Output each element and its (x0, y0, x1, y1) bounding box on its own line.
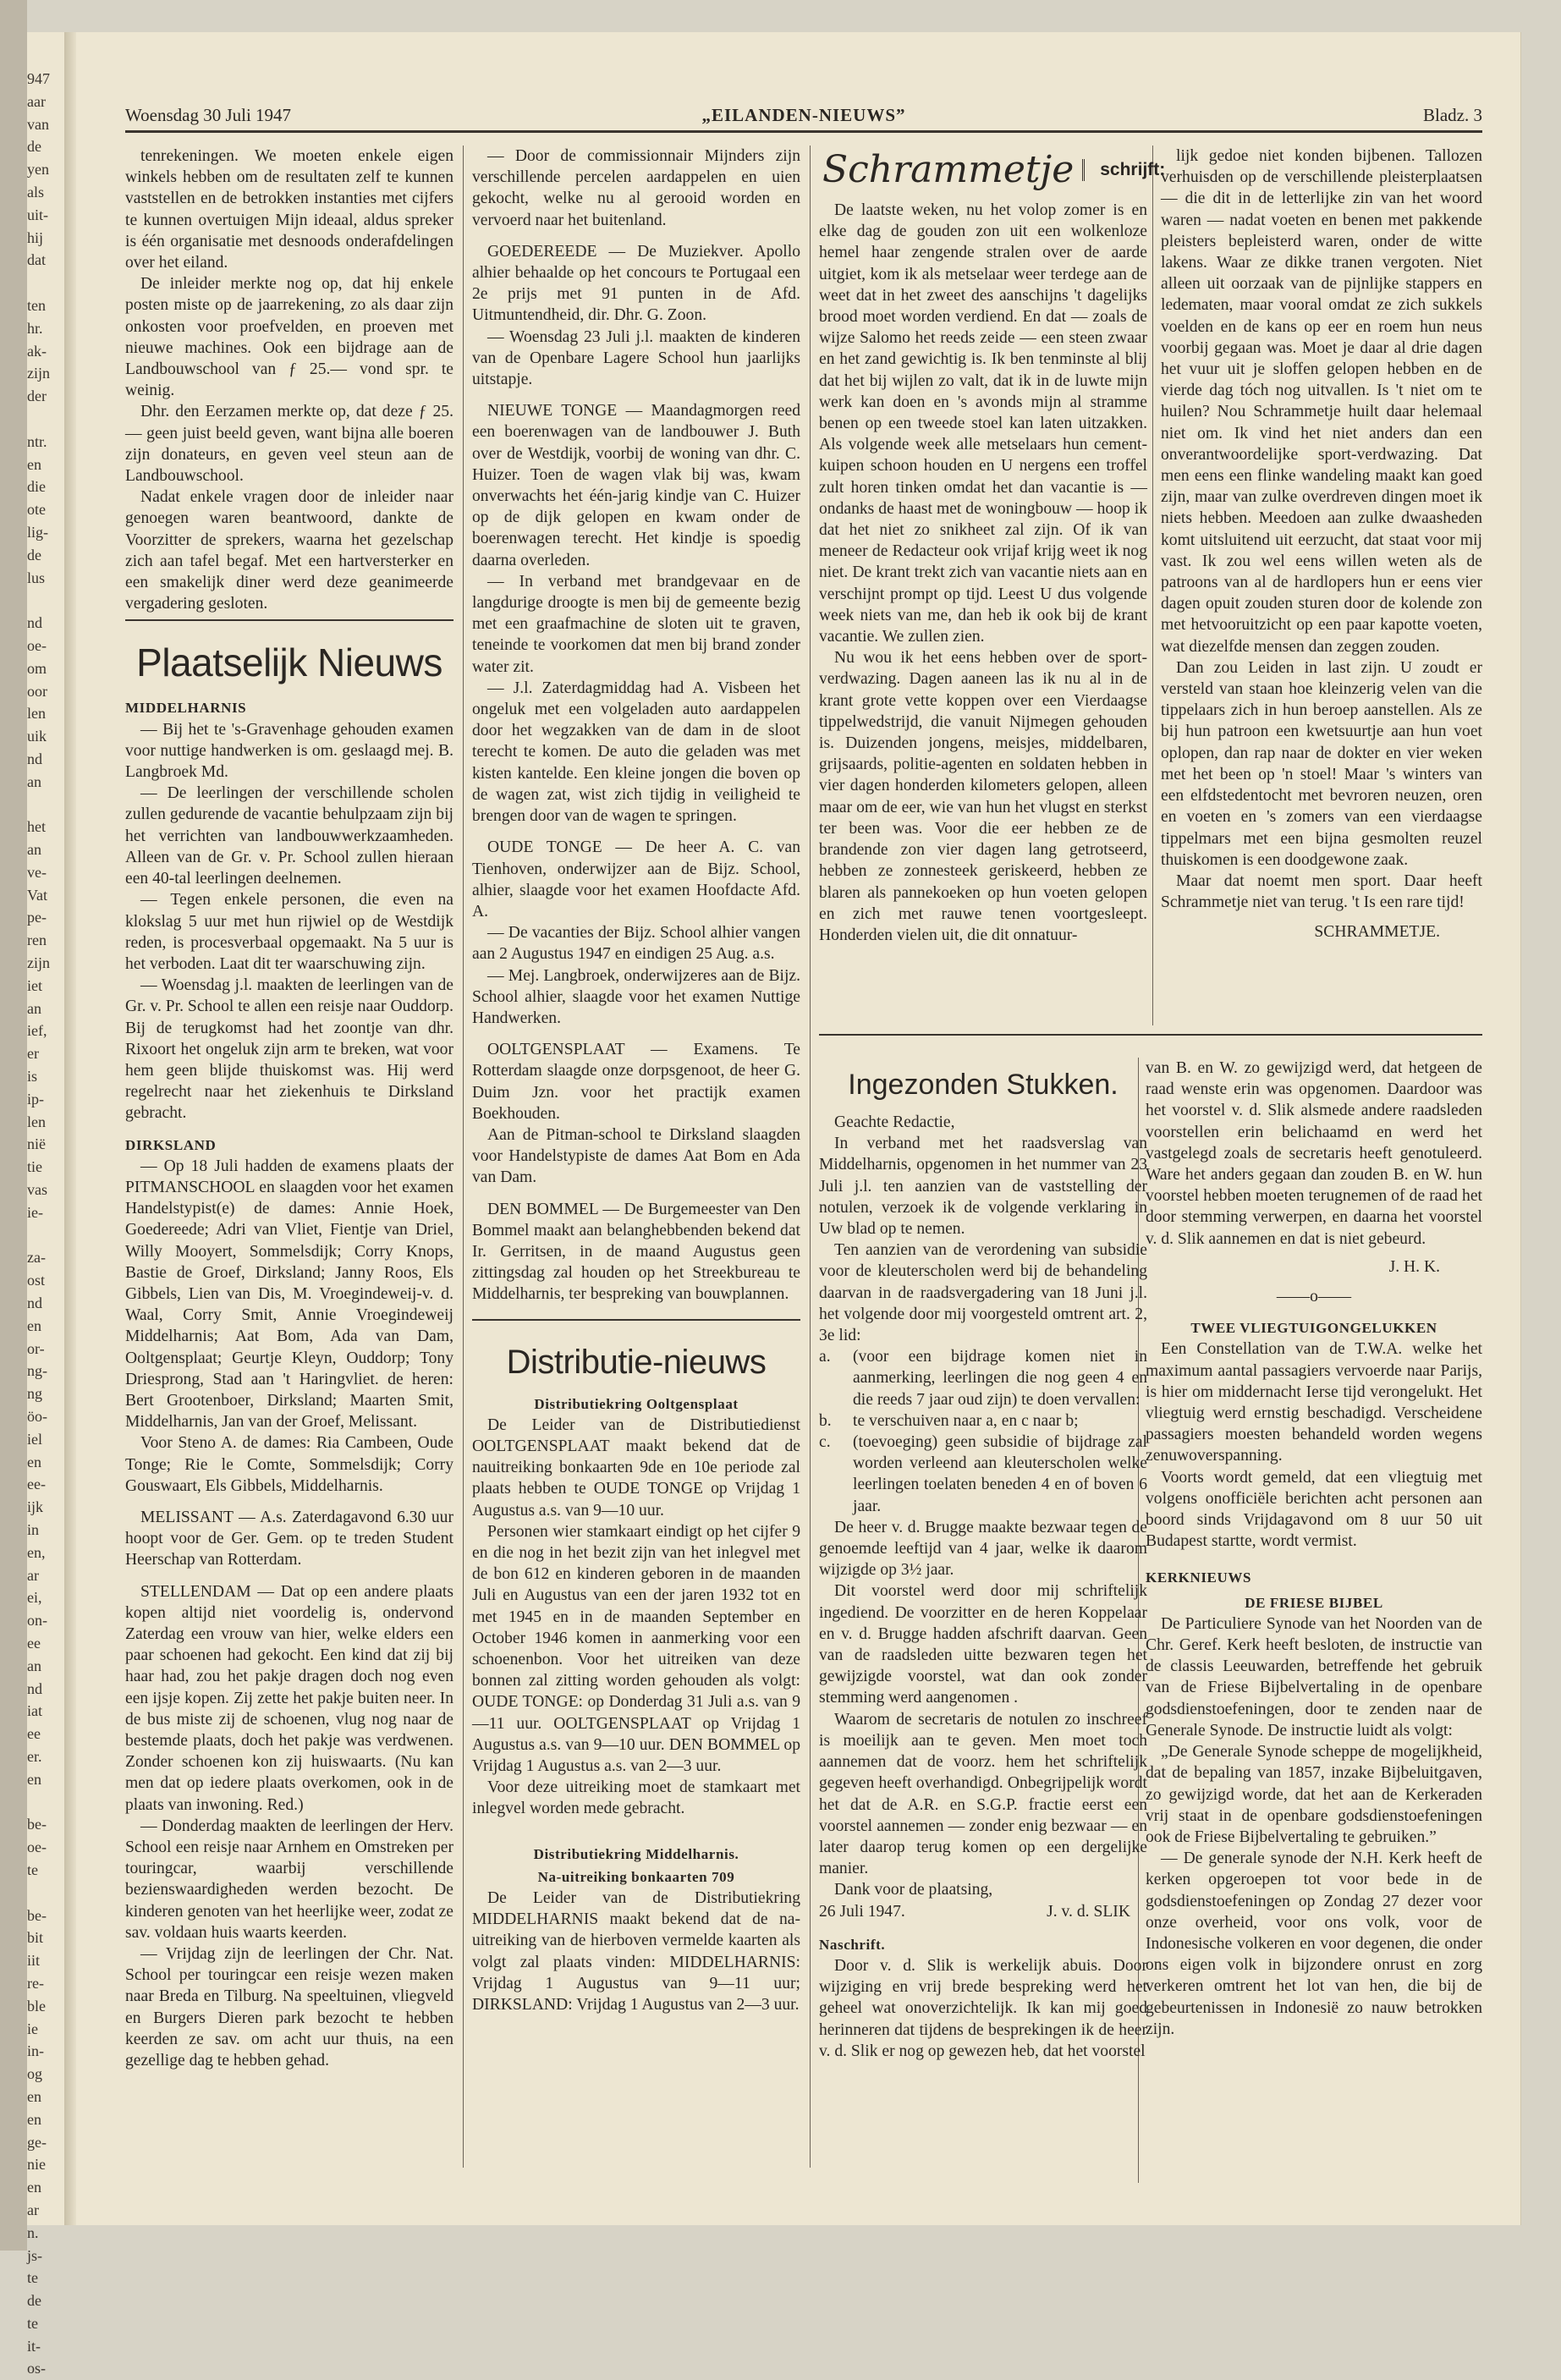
column-rule (1152, 146, 1153, 1025)
proposal-marker: a. (819, 1348, 831, 1366)
prev-page-fragment: zijn (27, 954, 50, 972)
proposal-item (819, 1410, 1147, 1432)
page-fold (64, 32, 76, 2225)
proposal-marker: c. (819, 1433, 831, 1452)
prev-page-fragment: in (27, 1521, 40, 1538)
news-paragraph: GOEDEREEDE — De Muziekver. Apollo alhier behaalde op het concours te Portugaal een 2e prijs met 91 punten in de Afd. Uitmuntendheid, dir. Dhr. G. Zoon. (472, 242, 800, 325)
issue-date: Woensdag 30 Juli 1947 (125, 105, 292, 125)
prev-page-fragment: ei, (27, 1589, 42, 1607)
prev-page-fragment: be- (27, 1906, 47, 1924)
news-paragraph: — Donderdag maakten de leerlingen der Herv. School een reisje naar Arnhem en Omstreken per touringcar, waarbij verschillende bezienswaardigheden werden bezocht. De kinderen genoten van het heerlijke weer, zodat ze sav. voldaan huis waarts keerden. (125, 1817, 453, 1942)
news-paragraph: Een Constellation van de T.W.A. welke het maximum aantal passagiers vervoerde naar Parijs, is hier om middernacht Ierse tijd verongelukt. Het vliegtuig werd ernstig beschadigd. Verscheidene passagiers moesten behandeld worden wegens zenuwoverspanning. (1146, 1340, 1482, 1465)
prev-page-fragment: vas (27, 1181, 47, 1199)
prev-page-fragment: oor (27, 682, 47, 700)
salutation: Geachte Redactie, (834, 1113, 955, 1131)
column-rule (463, 146, 464, 2168)
church-news (1146, 1613, 1482, 2040)
naschrift-heading: Naschrift. (819, 1936, 886, 1953)
prev-page-fragment: iit (27, 1952, 41, 1970)
prev-page-fragment: te (27, 2269, 38, 2287)
prev-page-fragment: ee- (27, 1476, 46, 1493)
prev-page-fragment: ren (27, 932, 47, 949)
prev-page-fragment: js- (27, 2246, 42, 2264)
news-paragraph: — De vacanties der Bijz. School alhier vangen aan 2 Augustus 1947 en eindigen 25 Aug. a.s. (472, 924, 800, 964)
prev-page-fragment: en (27, 2087, 41, 2105)
prev-page-fragment: ntr. (27, 432, 47, 450)
prev-page-fragment: ie (27, 2020, 38, 2037)
ooltgensplaat-news (472, 1039, 800, 1188)
news-paragraph: — Bij het te 's-Gravenhage gehouden examen voor nuttige handwerken is om. geslaagd mej. B. Langbroek Md. (125, 720, 453, 782)
prev-page-fragment: nd (27, 1679, 42, 1697)
melissant-news: MELISSANT — A.s. Zaterdagavond 6.30 uur hoopt voor de Ger. Gem. op te treden Student Heerschap van Rotterdam. (125, 1508, 453, 1569)
schrammetje-column-text (819, 200, 1147, 946)
prev-page-fragment: en, (27, 1543, 46, 1561)
prev-page-fragment: nie (27, 2156, 46, 2174)
prev-page-fragment: er. (27, 1747, 42, 1765)
prev-page-fragment: en (27, 2179, 41, 2196)
prev-page-fragment: an (27, 1657, 41, 1674)
proposal-item (819, 1346, 1147, 1410)
prev-page-fragment: het (27, 818, 46, 836)
prev-page-fragment: lus (27, 569, 46, 586)
prev-page-fragment: de (27, 2292, 41, 2310)
news-paragraph: Personen wier stamkaart eindigt op het cijfer 9 en die nog in het bezit zijn van het inlegvel met de bon 612 en kinderen geboren in de maanden Juli en Augustus van een der jaren 1932 tot en met 1945 en in de maanden September en October 1946 komen in aanmerking voor een schoenenbon. Voor het uitreiken van deze bonnen zal zitting worden gehouden als volgt: OUDE TONGE: op Donderdag 31 Juli a.s. van 9—11 uur. OOLTGENSPLAAT op Vrijdag 1 Augustus a.s. van 9—10 uur. DEN BOMMEL op Vrijdag 1 Augustus a.s. van 2—3 uur. (472, 1522, 800, 1776)
divider (472, 1319, 800, 1321)
proposal-text: (voor een bijdrage komen niet in aanmerking, leerlingen die nog geen 4 en die reeds 7 jaar oud zijn) te doen vervallen: (853, 1348, 1147, 1409)
nieuwe-tonge-news (472, 400, 800, 827)
goedereede-news (472, 241, 800, 390)
den-bommel-news: DEN BOMMEL — De Burgemeester van Den Bommel maakt aan belanghebbenden bekend dat Ir. Gerritsen, in de maand Augustus geen zittingsdag zal houden op het Streekbureau te Middelharnis, ter bespreking van bouwplannen. (472, 1200, 800, 1304)
column-3-bottom (819, 1058, 1147, 2062)
news-paragraph: — Tegen enkele personen, die even na klokslag 5 uur met hun rijwiel op de Westdijk reden, is procesverbaal opgemaakt. Na 5 uur is het verboden. Laat dit ter waarschuwing zijn. (125, 891, 453, 973)
schrammetje-suffix: schrijft: (1100, 160, 1166, 180)
prev-page-fragment: it- (27, 2337, 41, 2355)
naschrift-signature: J. H. K. (1388, 1257, 1440, 1276)
column-paragraph: Nu wou ik het eens hebben over de sport-verdwazing. Dagen aaneen las ik nu al in de krant grote vette koppen over een Vierdaagse tippelwedstrijd, die vanuit Nijmegen gehouden is. Duizenden jongens, meisjes, middelbaren, grijsaards, politie-agenten en soldaten hebben in vier dagen honderden kilometers gelopen, alleen maar om de eer, wie van hun het vlugst en sterkst ter been was. Voor die eer hebben ze de brandende zon vier dagen lang getrotseerd, hebben ze zonnesteek geriskeerd, hebben ze blaren als pannekoeken op hun voeten gelopen en zich met rauwe tenen voortgesleept. Honderden vielen uit, die dit onnatuur- (819, 649, 1147, 944)
news-heading: KERKNIEUWS (1146, 1569, 1252, 1586)
news-paragraph: De heer v. d. Brugge maakte bezwaar tegen de genoemde leeftijd van 4 jaar, welke ik daarom wijzigde op 3½ jaar. (819, 1518, 1147, 1580)
page-header (125, 100, 1482, 134)
prev-page-fragment: ge- (27, 2133, 47, 2151)
prev-page-fragment: en (27, 1453, 41, 1470)
news-heading: TWEE VLIEGTUIGONGELUKKEN (1190, 1320, 1437, 1337)
prev-page-fragment: ote (27, 501, 46, 519)
prev-page-fragment: 947 (27, 70, 50, 87)
news-paragraph: „De Generale Synode scheppe de mogelijkheid, dat de bepaling van 1857, inzake Bijbeluitgaven, zo gewijzigd worde, dat het aan de Kerkeraden vrij staat in de openbare godsdienstoefeningen ook de Friese Bijbelvertaling te gebruiken.” (1146, 1743, 1482, 1846)
previous-page-edge (27, 68, 66, 2377)
news-paragraph: STELLENDAM — Dat op een andere plaats kopen altijd niet voordelig is, ondervond Zaterdag een vrouw van hier, welke elders een paar schoenen had gekocht. Een kind dat zij bij haar had, zou het pakje dragen doch nog even een ijsje kopen. Zij zette het pakje buiten neer. In de bus miste zij de schoenen, vlug nog naar de bestemde plaats, doch het pakje was verdwenen. Zonder schoenen kon zij huiswaarts. (Nu kan men dat op iedere plaats overkomen, ook in de plaats van inwoning. Red.) (125, 1582, 453, 1814)
prev-page-fragment: en (27, 1770, 41, 1788)
prev-page-fragment: pe- (27, 909, 47, 926)
dirksland-news (125, 1156, 453, 1497)
prev-page-fragment: ble (27, 1997, 46, 2014)
prev-page-fragment: or- (27, 1339, 45, 1357)
prev-page-fragment: uik (27, 728, 47, 745)
prev-page-fragment: nd (27, 614, 42, 632)
prev-page-fragment: en (27, 2110, 41, 2128)
prev-page-fragment: ng- (27, 1362, 47, 1380)
prev-page-fragment: iet (27, 976, 42, 994)
prev-page-fragment: is (27, 1068, 38, 1086)
news-paragraph: NIEUWE TONGE — Maandagmorgen reed een boerenwagen van de landbouwer J. Buth over de Westdijk, voorbij de woning van dhr. C. Huizer. Toen de wagen vlak bij was, kwam onverwachts het één-jarig kindje van C. Huizer op de dijk gelopen en kwam onder de boerenwagen terecht. Het kindje is spoedig daarna overleden. (472, 402, 800, 569)
news-paragraph: De Leider van de Distributiedienst OOLTGENSPLAAT maakt bekend dat de nauitreiking bonkaarten 9de en 10e periode zal plaats hebben te OUDE TONGE op Vrijdag 1 Augustus a.s. van 9—10 uur. (472, 1415, 800, 1520)
prev-page-fragment: uit- (27, 206, 48, 223)
news-paragraph: tenrekeningen. We moeten enkele eigen winkels hebben om de resultaten zelf te kunnen vaststellen en de betrokken instanties met cijfers te kunnen overtuigen Mijn ideaal, aldus spreker is één organisatie met desnoods onderafdelingen over het eiland. (125, 147, 453, 272)
distributie-ooltgensplaat (472, 1415, 800, 1820)
prev-page-fragment: als (27, 183, 44, 201)
distributie-middelharnis: De Leider van de Distributiekring MIDDELHARNIS maakt bekend dat de na-uitreiking van de hierboven vermelde kaarten als volgt zal plaats vinden: MIDDELHARNIS: Vrijdag 1 Augustus van 9—11 uur; DIRKSLAND: Vrijdag 1 Augustus van 2—3 uur. (472, 1889, 800, 2014)
schrammetje-signature: SCHRAMMETJE. (1314, 923, 1440, 942)
scanner-margin (0, 0, 27, 2251)
oude-tonge-news (472, 837, 800, 1029)
news-paragraph: Waarom de secretaris de notulen zo inschreef is moeilijk aan te geven. Men moet toch aannemen dat de voorz. hem het schriftelijk gegeven heeft overhandigd. Onbegrijpelijk wordt het dat de A.R. en S.G.P. fractie eerst een voorstel aannemen — zonder enig bezwaar — en later daarop terug komen op een dergelijke manier. (819, 1710, 1147, 1878)
prev-page-fragment: hij (27, 228, 44, 246)
stellendam-news (125, 1581, 453, 2072)
news-paragraph: — De generale synode der N.H. Kerk heeft de kerken opgeroepen tot voor bede in de godsdienstoefeningen op Zondag 27 dezer voor onze overheid, voor ons volk, voor de Indonesische volkeren en voor degenen, die onder ons eigen volk in bijzondere onrust en zorg verkeren omtrent het lot van hen, die bij de gebeurtenissen in Indonesië zo nauw betrokken zijn. (1146, 1850, 1482, 2038)
prev-page-fragment: öo- (27, 1408, 47, 1426)
schrammetje-header (819, 146, 1166, 195)
place-heading: MIDDELHARNIS (125, 700, 247, 717)
letter-date: 26 Juli 1947. (819, 1902, 905, 1921)
prev-page-fragment: len (27, 705, 46, 723)
plane-crash-news (1146, 1338, 1482, 1552)
prev-page-fragment (27, 1224, 66, 1247)
prev-page-fragment: en (27, 455, 41, 473)
prev-page-fragment (27, 794, 66, 816)
column-4-bottom (1146, 1058, 1482, 2040)
news-paragraph: — Op 18 Juli hadden de examens plaats der PITMANSCHOOL en slaagden voor het examen Handelstypist(e) de dames: Annie Hoek, Goedereede; Adri van Vliet, Fientje van Driel, Willy Mooyert, Sommelsdijk; Corry Knops, Bastie de Groef, Dirksland; Janny Roos, Els Gibbels, Lien van Dis, M. Vroegindeweij-v. d. Waal, Corry Smit, Annie Vroegindeweij Middelharnis; Aat Bom, Ada van Dam, Ooltgensplaat; Geurtje Kleyn, Ouddorp; Tony Driesprong, Stad aan 't Haringvliet. de heren: Bert Grootenboer, Dirksland; Maarten Smit, Middelharnis, Jan van der Groef, Melissant. (125, 1157, 453, 1432)
prev-page-fragment (27, 1882, 66, 1905)
naschrift-cont: van B. en W. zo gewijzigd werd, dat hetgeen de raad wenste erin was opgenomen. Daardoor was het voorstel v. d. Slik alsmede andere raadsleden voorstellen erin belichaamd en werd het vastgelegd zoals de secretaris heeft genotuleerd. Ware het anders gegaan dan zouden B. en W. hun voorstel hebben moeten terugnemen of de raad het door stemming verwerpen, en daarna het voorstel v. d. Slik aannemen en dat is niet gebeurd. (1146, 1059, 1482, 1248)
prev-page-fragment: bit (27, 1929, 44, 1947)
section-rule (819, 1034, 1482, 1036)
prev-page-fragment: de (27, 138, 41, 156)
prev-page-fragment: te (27, 1861, 38, 1878)
prev-page-fragment: len (27, 1113, 46, 1130)
prev-page-fragment: yen (27, 161, 49, 179)
prev-page-fragment: hr. (27, 319, 43, 337)
page-number: Bladz. 3 (1423, 105, 1482, 125)
prev-page-fragment: te (27, 2314, 38, 2332)
prev-page-fragment: an (27, 999, 41, 1017)
newspaper-title: „EILANDEN-NIEUWS” (701, 105, 906, 125)
prev-page-fragment: ar (27, 2201, 39, 2218)
prev-page-fragment: os- (27, 2360, 46, 2377)
schrammetje-column-cont (1161, 146, 1482, 913)
prev-page-fragment: ve- (27, 863, 47, 881)
place-heading: DIRKSLAND (125, 1136, 217, 1153)
news-paragraph: — J.l. Zaterdagmiddag had A. Visbeen het ongeluk met een volgeladen auto aardappelen door het wegzakken van de dam in de sloot terecht te komen. De auto die geladen was met kisten kantelde. Een kleine jongen die boven op de wagen zat, wist zich tijdig in veiligheid te brengen door van de wagen te springen. (472, 679, 800, 826)
distributie-subtitle: Na-uitreiking bonkaarten 709 (537, 1868, 735, 1885)
letter-signature: J. v. d. SLIK (1047, 1902, 1130, 1921)
news-paragraph: — Vrijdag zijn de leerlingen der Chr. Nat. School per touringcar een reisje wezen maken naar Breda en Tilburg. Na speeltuinen, vliegveld en Burgers Dieren park bezocht te hebben keerden ze sav. om acht uur thuis, na een gezellige dag te hebben gehad. (125, 1945, 453, 2070)
prev-page-fragment: nië (27, 1135, 46, 1153)
news-paragraph: De inleider merkte nog op, dat hij enkele posten miste op de jaarrekening, zo als daar zijn onkosten voor proefvelden, en proeven met nieuwe machines. Ook een bijdrage aan de Landbouwschool van ƒ 25.— vond spr. te weinig. (125, 275, 453, 400)
ingezonden-title: Ingezonden Stukken. (848, 1069, 1119, 1101)
prev-page-fragment (27, 408, 66, 431)
column-paragraph: Maar dat noemt men sport. Daar heeft Schrammetje niet van terug. 't Is een rare tijd! (1161, 871, 1482, 912)
prev-page-fragment: re- (27, 1974, 44, 1992)
prev-page-fragment: van (27, 115, 49, 133)
prev-page-fragment: ak- (27, 342, 47, 360)
prev-page-fragment: ee (27, 1725, 41, 1743)
proposal-text: te verschuiven naar a, en c naar b; (853, 1411, 1079, 1430)
middelharnis-news (125, 719, 453, 1124)
news-paragraph: Dhr. den Eerzamen merkte op, dat deze ƒ 25.— geen juist beeld geven, want bijna alle boeren zijn donateurs, en geven veel steun aan de Landbouwschool. (125, 403, 453, 486)
prev-page-fragment (27, 589, 66, 612)
distributie-kring-title: Distributiekring Ooltgensplaat (534, 1395, 739, 1412)
prev-page-fragment: lig- (27, 523, 48, 541)
column-paragraph: De laatste weken, nu het volop zomer is en elke dag de gouden zon uit een wolkenloze hemel haar zengende stralen over de aarde uitgiet, kom ik als metselaar weer terdege aan de weet dat in het zweet des aanschijns 't dagelijks brood moet worden verdiend. En dat — zoals de wijze Salomo het reeds zeide — een steen zwaar en het zand gewichtig is. Ik ben tenminste al blij dat het bij wijlen zo valt, dat ik in de luwte mijn werk kan doen en 's avonds mijn al stramme benen op een tweede stoel kan laten uitzakken. Als volgende week alle metselaars hun cement-kuipen schoon houden en U nergens een troffel zult horen tinken omdat het dan vacantie is — ondanks de haast met de woningbouw — hoop ik dat het niet zo snikheet zal zijn. Of ik van meneer de Redacteur ook vrijaf krijg weet ik nog niet. De krant trekt zich van vacantie niets aan en verschijnt prompt op tijd. Leest U dus volgende week niets van me, dan heb ik ook bij de krant vacantie. We zullen zien. (819, 201, 1147, 646)
section-title: Plaatselijk Nieuws (136, 640, 442, 685)
prev-page-fragment: nd (27, 1294, 42, 1312)
prev-page-fragment: ijk (27, 1498, 44, 1516)
news-paragraph: — Door de commissionnair Mijnders zijn verschillende percelen aardappelen en uien gekocht, welke nu al gerooid worden en vervoerd naar het buitenland. (472, 147, 800, 229)
proposal-list (819, 1346, 1147, 1517)
prev-page-fragment: be- (27, 1816, 47, 1833)
news-paragraph: Nadat enkele vragen door de inleider naar genoegen waren beantwoord, dankte de Voorzitter de sprekers, waarna het gezelschap zich aan tafel begaf. Met een hartversterker en een smakelijk diner werd deze geanimeerde vergadering gesloten. (125, 488, 453, 613)
prev-page-fragment: ief, (27, 1022, 47, 1040)
prev-page-fragment: de (27, 546, 41, 563)
prev-page-fragment: er (27, 1045, 39, 1063)
prev-page-fragment (27, 272, 66, 294)
news-paragraph: OOLTGENSPLAAT — Examens. Te Rotterdam slaagde onze dorpsgenoot, de heer G. Duim Jzn. voor het practijk examen Boekhouden. (472, 1041, 800, 1123)
prev-page-fragment: in- (27, 2042, 44, 2060)
column-paragraph: lijk gedoe niet konden bijbenen. Tallozen verhuisden op de verschillende pleisterplaatsen — die dit in de letterlijke zin van het woord waren — nadat voeten en benen met pakkende pleisters bepleisterd waren, onder de witte lakens. Waar ze dikke tranen vergoten. Niet alleen uit oorzaak van de pijnlijke stappers en ledematen, maar vooral omdat ze zich sukkels voelden en de kans op eer en roem hun neus voorbij gegaan was. Moet je daar al drie dagen het vuur uit je sloffen gelopen hebben en de vierde dag tóch nog uitvallen. Is 't niet om te huilen? Nou Schrammetje huilt daar helemaal niet om. Ik vind het niet anders dan een onverantwoordelijke sport-verdwazing. Dat men eens een flinke wandeling maakt kan goed zijn, maar van zulke overdreven dingen moet ik niets hebben. Meedoen aan zulke dwaasheden komt uitsluitend uit eerzucht, dat staat voor mij vast. Ik zou wel eens willen weten als de patroons van al de hardlopers hun er eens vier dagen opuit zouden sturen door de kolende zon met hetvooruitzicht op een paar kapotte voeten, wat diezelfde mensen dan zeggen zouden. (1161, 147, 1482, 656)
prev-page-fragment: aar (27, 92, 46, 110)
prev-page-fragment: ip- (27, 1090, 44, 1108)
column-3 (819, 146, 1166, 946)
prev-page-fragment (27, 1791, 66, 1814)
column-1 (125, 146, 453, 2071)
prev-page-fragment: en (27, 1316, 41, 1334)
closing: Dank voor de plaatsing, (834, 1881, 993, 1899)
prev-page-fragment: ee (27, 1634, 41, 1652)
prev-page-fragment: ng (27, 1385, 42, 1403)
ornament-divider: ——o—— (1276, 1288, 1352, 1306)
news-paragraph: Voor Steno A. de dames: Ria Cambeen, Oude Tonge; Rie le Comte, Sommelsdijk; Corry Gouswaart, Els Gibbels, Middelharnis. (125, 1434, 453, 1495)
column-rule (810, 146, 811, 2168)
prev-page-fragment: ar (27, 1566, 39, 1584)
distributie-title: Distributie-nieuws (506, 1343, 767, 1381)
news-heading: DE FRIESE BIJBEL (1245, 1594, 1383, 1611)
letter-footer (819, 1901, 1147, 1922)
prev-page-fragment: zijn (27, 365, 50, 382)
news-paragraph: Ten aanzien van de verordening van subsidie voor de kleuterscholen werd bij de behandeling daarvan in de raadsvergadering van 18 Juni j.l. het volgende door mij voorgesteld omtrent art. 2, 3e lid: (819, 1241, 1147, 1345)
column-2 (472, 146, 800, 2015)
prev-page-fragment: Vat (27, 886, 47, 904)
prev-page-fragment: an (27, 841, 41, 859)
news-paragraph: — De leerlingen der verschillende scholen zullen gedurende de vacantie behulpzaam zijn bij het verrichten van landbouwwerkzaamheden. Alleen van de Gr. v. Pr. School zullen hieraan een 40-tal leerlingen deelnemen. (125, 784, 453, 888)
prev-page-fragment: nd (27, 750, 42, 767)
news-paragraph: — Woensdag 23 Juli j.l. maakten de kinderen van de Openbare Lagere School hun jaarlijks uitstapje. (472, 327, 800, 389)
prev-page-fragment: die (27, 478, 46, 496)
news-paragraph: De Particuliere Synode van het Noorden van de Chr. Geref. Kerk heeft besloten, de instructie van de classis Leeuwarden, betreffende het gebruik van de Friese Bijbelvertaling in de openbare godsdienstoefeningen, door te zenden naar de Generale Synode. De instructie luidt als volgt: (1146, 1614, 1482, 1740)
column-4 (1161, 146, 1482, 943)
prev-page-fragment: oe- (27, 636, 47, 654)
news-paragraph: Voorts wordt gemeld, dat een vliegtuig met volgens onofficiële berichten acht personen aan boord sinds Vrijdagavond om 8 uur 50 uit Budapest startte, wordt vermist. (1146, 1468, 1482, 1551)
prev-page-fragment: za- (27, 1249, 46, 1267)
prev-page-fragment: ie- (27, 1203, 43, 1221)
news-paragraph: Dit voorstel werd door mij schriftelijk ingediend. De voorzitter en de heren Koppelaar en v. d. Brugge hadden afschrift daarvan. Geen van de raadsleden uitte bezwaren tegen het gewijzigde voorstel, wat dan ook zonder stemming werd aangenomen . (819, 1582, 1147, 1707)
meeting-report-end (125, 146, 453, 614)
naschrift-text: Door v. d. Slik is werkelijk abuis. Door wijziging en vrij brede bespreking werd het geheel wat onoverzichtelijk. Ik kan mij goed herinneren dat tijdens de besprekingen ik de heer v. d. Slik er nog op gewezen heb, dat het voorstel (819, 1956, 1147, 2060)
prev-page-fragment: ten (27, 296, 46, 314)
schrammetje-logo: Schrammetje (819, 159, 1085, 180)
distributie-kring-title: Distributiekring Middelharnis. (533, 1845, 739, 1862)
column-paragraph: Dan zou Leiden in last zijn. U zoudt er versteld van staan hoe kleinzerig velen van die tippelaars zich in hun beroep aanstellen. Als ze bij hun patroon een kwetsuurtje aan hun voet oplopen, dan rap naar de dokter en vier weken met het been op 'n stoel! Maar 's winters van een elfdstedentocht met bevroren neuzen, oren en voeten en 's zomers van een vierdaagse tippelmars met een bijna gesmolten reuzel thuiskomen is een doodgewone zaak. (1161, 658, 1482, 869)
news-paragraph: — Mej. Langbroek, onderwijzeres aan de Bijz. School alhier, slaagde voor het examen Nuttige Handwerken. (472, 966, 800, 1027)
prev-page-fragment: dat (27, 251, 46, 269)
news-paragraph: OUDE TONGE — De heer A. C. van Tienhoven, onderwijzer aan de Bijz. School, alhier, slaagde voor het examen Hoofdacte Afd. A. (472, 838, 800, 921)
prev-page-fragment: ost (27, 1272, 46, 1289)
news-paragraph: — In verband met brandgevaar en de langdurige droogte is men bij de gemeente bezig met een graafmachine de sloten uit te graven, teneinde te voorkomen dat men bij brand zonder water zit. (472, 572, 800, 676)
divider (125, 619, 453, 621)
prev-page-fragment: iat (27, 1702, 42, 1720)
prev-page-fragment: tie (27, 1158, 42, 1176)
proposal-text: (toevoeging) geen subsidie of bijdrage zal worden verleend aan kleuterscholen welke leerlingen toelaten beneden 4 en of boven 6 jaar. (853, 1433, 1147, 1515)
prev-page-fragment: og (27, 2065, 42, 2083)
prev-page-fragment: n. (27, 2223, 39, 2241)
header-rule (125, 130, 1482, 133)
prev-page-fragment: oe- (27, 1839, 47, 1856)
prev-page-fragment: on- (27, 1612, 47, 1630)
news-paragraph: Voor deze uitreiking moet de stamkaart met inlegvel worden mede gebracht. (472, 1778, 800, 1818)
prev-page-fragment: om (27, 659, 47, 677)
news-paragraph: — Woensdag j.l. maakten de leerlingen van de Gr. v. Pr. School te allen een reisje naar Ouddorp. Bij de terugkomst had het zoontje van dhr. Rixoort het ongeluk zijn arm te breken, wat voor hem geen blijde thuiskomst was. Hij werd regelrecht naar het ziekenhuis te Dirksland gebracht. (125, 976, 453, 1123)
prev-page-fragment: an (27, 772, 41, 790)
news-paragraph: In verband met het raadsverslag van Middelharnis, opgenomen in het nummer van 23 Juli j.l. ten aanzien van de vaststelling der notulen, verzoek ik de volgende verklaring in Uw blad op te nemen. (819, 1135, 1147, 1239)
proposal-item (819, 1432, 1147, 1517)
prev-page-fragment: iel (27, 1430, 42, 1448)
news-paragraph: Aan de Pitman-school te Dirksland slaagden voor Handelstypiste de dames Aat Bom en Ada van Dam. (472, 1125, 800, 1187)
prev-page-fragment: der (27, 388, 47, 405)
proposal-marker: b. (819, 1411, 832, 1430)
